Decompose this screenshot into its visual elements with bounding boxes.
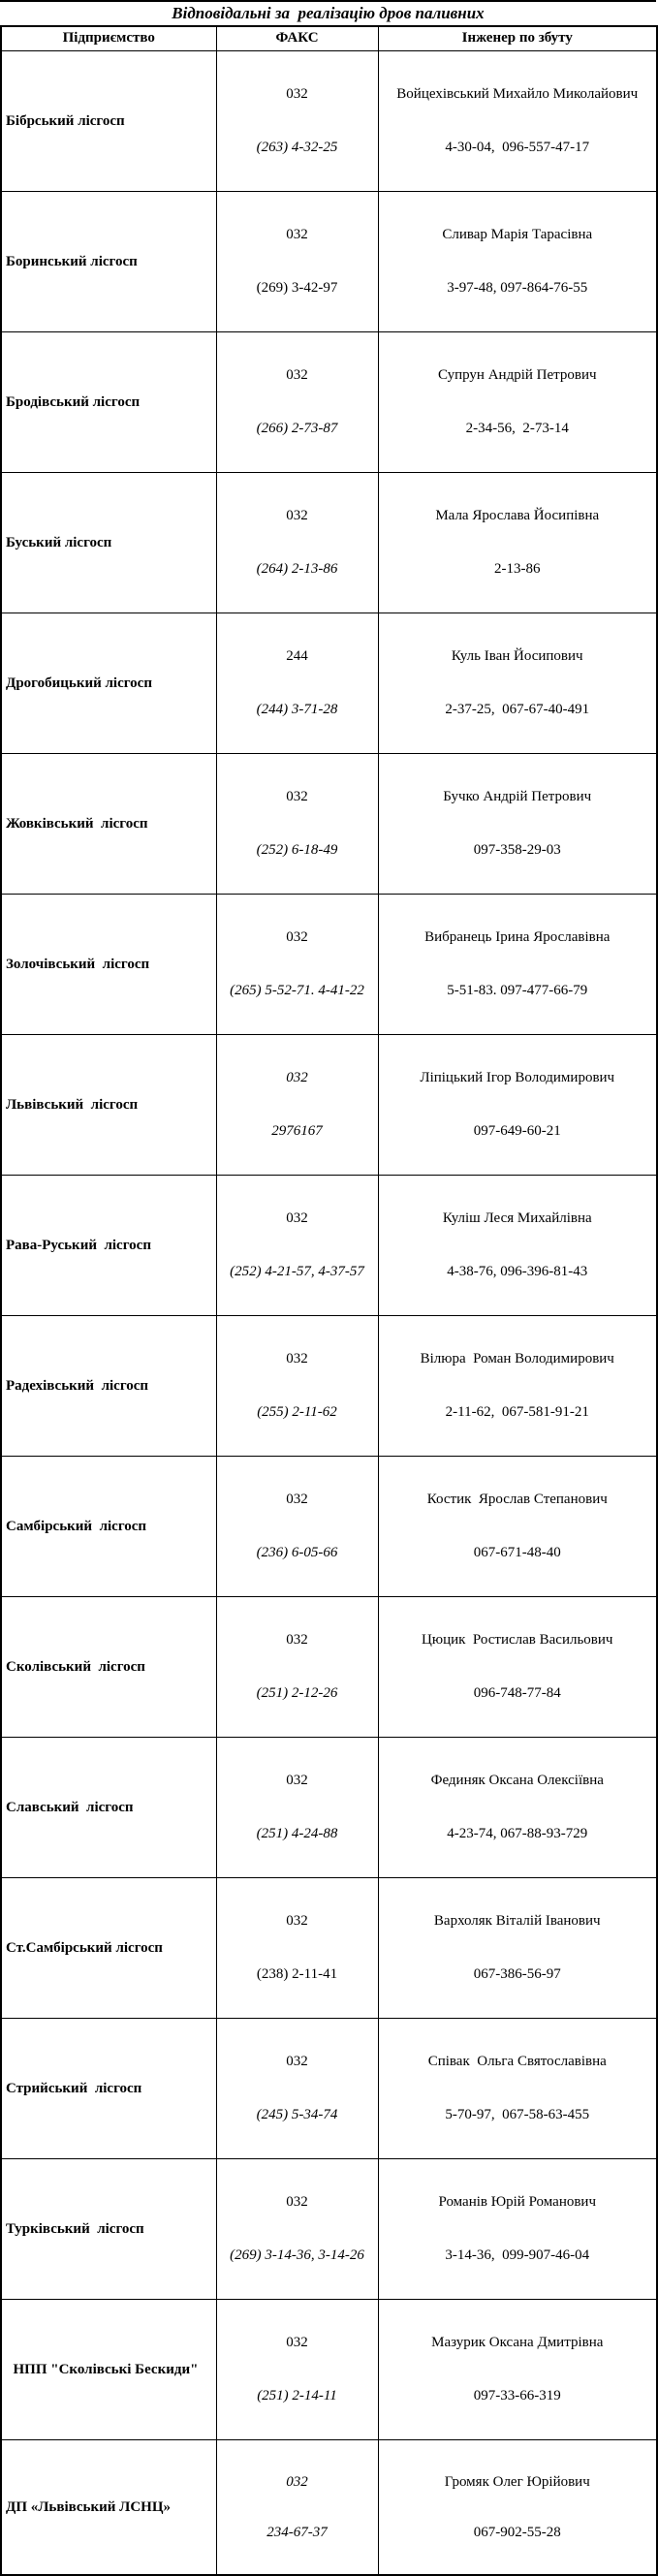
fax-number-line: (266) 2-73-87: [256, 421, 338, 436]
fax-number-line: (236) 6-05-66: [256, 1545, 338, 1560]
fax-number-line: (269) 3-42-97: [256, 280, 338, 296]
engineer-phone-line: 2-37-25, 067-67-40-491: [445, 702, 590, 717]
contacts-table: [0, 25, 658, 2576]
company-cell: Львівський лісгосп: [1, 1035, 216, 1176]
engineer-cell: [378, 895, 657, 1035]
fax-cell: [216, 613, 378, 754]
fax-cell: [216, 2159, 378, 2300]
table-row: [1, 895, 657, 1035]
engineer-phone-line: 4-23-74, 067-88-93-729: [447, 1826, 588, 1841]
fax-area-code-line: 032: [286, 227, 308, 242]
company-cell: Бродівський лісгосп: [1, 332, 216, 473]
table-row: [1, 2019, 657, 2159]
fax-area-code-line: 032: [286, 929, 308, 945]
column-header-fax: ФАКС: [216, 26, 378, 51]
table-row: [1, 332, 657, 473]
engineer-cell: [378, 754, 657, 895]
company-cell: Радехівський лісгосп: [1, 1316, 216, 1457]
fax-area-code-line: 032: [286, 86, 308, 102]
engineer-name-line: Бучко Андрій Петрович: [443, 789, 592, 804]
company-cell: Бібрський лісгосп: [1, 51, 216, 192]
company-cell: Сколівський лісгосп: [1, 1597, 216, 1738]
fax-number-line: 2976167: [271, 1123, 323, 1139]
fax-number-line: (244) 3-71-28: [256, 702, 338, 717]
fax-cell: [216, 1457, 378, 1597]
fax-cell: [216, 192, 378, 332]
engineer-name-line: Вибранець Ірина Ярославівна: [424, 929, 611, 945]
table-row: [1, 1316, 657, 1457]
engineer-name-line: Костик Ярослав Степанович: [426, 1492, 608, 1507]
fax-number-line: (265) 5-52-71. 4-41-22: [230, 983, 364, 998]
engineer-cell: [378, 51, 657, 192]
fax-number-line: (251) 2-12-26: [256, 1685, 338, 1701]
company-cell: НПП "Сколівські Бескиди": [1, 2300, 216, 2440]
fax-cell: [216, 1597, 378, 1738]
table-row: [1, 1176, 657, 1316]
fax-area-code-line: 032: [286, 1070, 308, 1085]
engineer-name-line: Мазурик Оксана Дмитрівна: [431, 2335, 604, 2350]
engineer-cell: [378, 2300, 657, 2440]
company-cell: Рава-Руський лісгосп: [1, 1176, 216, 1316]
engineer-phone-line: 3-97-48, 097-864-76-55: [447, 280, 588, 296]
fax-area-code-line: 032: [286, 1492, 308, 1507]
company-cell: ДП «Львівський ЛСНЦ»: [1, 2440, 216, 2576]
fax-cell: [216, 1738, 378, 1878]
engineer-phone-line: 067-902-55-28: [473, 2525, 561, 2540]
table-row: [1, 1457, 657, 1597]
engineer-cell: [378, 332, 657, 473]
engineer-name-line: Фединяк Оксана Олексіївна: [430, 1773, 604, 1788]
company-cell: Славський лісгосп: [1, 1738, 216, 1878]
engineer-cell: [378, 2159, 657, 2300]
engineer-cell: [378, 1878, 657, 2019]
company-cell: Жовківський лісгосп: [1, 754, 216, 895]
engineer-cell: [378, 192, 657, 332]
fax-number-line: (245) 5-34-74: [256, 2107, 338, 2122]
table-row: [1, 754, 657, 895]
fax-cell: [216, 2019, 378, 2159]
engineer-name-line: Ліпіцький Ігор Володимирович: [420, 1070, 615, 1085]
header-row: [1, 26, 657, 51]
fax-cell: [216, 1176, 378, 1316]
fax-area-code-line: 032: [286, 508, 308, 523]
fax-number-line: (269) 3-14-36, 3-14-26: [230, 2247, 364, 2263]
table-row: [1, 2440, 657, 2576]
fax-number-line: 234-67-37: [266, 2525, 328, 2540]
fax-cell: [216, 473, 378, 613]
engineer-phone-line: 2-34-56, 2-73-14: [465, 421, 569, 436]
fax-number-line: (264) 2-13-86: [256, 561, 338, 577]
engineer-phone-line: 096-748-77-84: [473, 1685, 561, 1701]
fax-number-line: (238) 2-11-41: [256, 1966, 338, 1982]
fax-area-code-line: 032: [286, 789, 308, 804]
engineer-phone-line: 097-649-60-21: [473, 1123, 561, 1139]
engineer-name-line: Куліш Леся Михайлівна: [442, 1210, 592, 1226]
fax-cell: [216, 754, 378, 895]
engineer-cell: [378, 1176, 657, 1316]
engineer-phone-line: 5-51-83. 097-477-66-79: [447, 983, 588, 998]
table-row: [1, 1597, 657, 1738]
fax-number-line: (252) 4-21-57, 4-37-57: [230, 1264, 364, 1279]
fax-number-line: (251) 4-24-88: [256, 1826, 338, 1841]
fax-cell: [216, 1035, 378, 1176]
table-row: [1, 473, 657, 613]
company-cell: Стрийський лісгосп: [1, 2019, 216, 2159]
table-title: Відповідальні за реалізацію дров паливних: [0, 0, 656, 25]
table-row: [1, 1738, 657, 1878]
fax-area-code-line: 032: [286, 367, 308, 383]
fax-area-code-line: 032: [286, 1351, 308, 1367]
fax-area-code-line: 032: [286, 2335, 308, 2350]
engineer-cell: [378, 1597, 657, 1738]
table-row: [1, 1035, 657, 1176]
engineer-cell: [378, 613, 657, 754]
fax-area-code-line: 032: [286, 2194, 308, 2210]
engineer-name-line: Вілюра Роман Володимирович: [420, 1351, 614, 1367]
table-row: [1, 1878, 657, 2019]
engineer-name-line: Цюцик Ростислав Васильович: [422, 1632, 613, 1648]
engineer-phone-line: 097-33-66-319: [473, 2388, 561, 2403]
engineer-cell: [378, 2440, 657, 2576]
engineer-phone-line: 5-70-97, 067-58-63-455: [445, 2107, 590, 2122]
engineer-cell: [378, 473, 657, 613]
fax-cell: [216, 895, 378, 1035]
engineer-name-line: Супрун Андрій Петрович: [437, 367, 597, 383]
company-cell: Дрогобицький лісгосп: [1, 613, 216, 754]
column-header-sales-engineer: Інженер по збуту: [378, 26, 657, 51]
engineer-name-line: Войцехівський Михайло Миколайович: [396, 86, 639, 102]
fax-cell: [216, 51, 378, 192]
engineer-phone-line: 2-11-62, 067-581-91-21: [445, 1404, 589, 1420]
engineer-phone-line: 097-358-29-03: [473, 842, 561, 858]
engineer-cell: [378, 1738, 657, 1878]
table-row: [1, 51, 657, 192]
column-header-enterprise: Підприємство: [1, 26, 216, 51]
fax-area-code-line: 032: [286, 2054, 308, 2069]
fax-number-line: (251) 2-14-11: [257, 2388, 337, 2403]
company-cell: Ст.Самбірський лісгосп: [1, 1878, 216, 2019]
engineer-phone-line: 3-14-36, 099-907-46-04: [445, 2247, 590, 2263]
engineer-phone-line: 4-38-76, 096-396-81-43: [447, 1264, 588, 1279]
table-row: [1, 613, 657, 754]
engineer-cell: [378, 1316, 657, 1457]
fax-area-code-line: 032: [286, 1913, 308, 1929]
company-cell: Золочівський лісгосп: [1, 895, 216, 1035]
engineer-phone-line: 067-386-56-97: [473, 1966, 561, 1982]
fax-number-line: (252) 6-18-49: [256, 842, 338, 858]
fax-cell: [216, 1878, 378, 2019]
fax-cell: [216, 2440, 378, 2576]
engineer-name-line: Вархоляк Віталій Іванович: [433, 1913, 601, 1929]
fax-area-code-line: 032: [286, 2474, 308, 2490]
table-row: [1, 192, 657, 332]
fax-number-line: (255) 2-11-62: [257, 1404, 337, 1420]
table-row: [1, 2300, 657, 2440]
company-cell: Самбірський лісгосп: [1, 1457, 216, 1597]
table-row: [1, 2159, 657, 2300]
fax-area-code-line: 032: [286, 1632, 308, 1648]
engineer-cell: [378, 1035, 657, 1176]
engineer-name-line: Мала Ярослава Йосипівна: [435, 508, 600, 523]
engineer-name-line: Романів Юрій Романович: [438, 2194, 597, 2210]
engineer-phone-line: 2-13-86: [494, 561, 541, 577]
engineer-name-line: Співак Ольга Святославівна: [427, 2054, 607, 2069]
company-cell: Боринський лісгосп: [1, 192, 216, 332]
company-cell: Турківський лісгосп: [1, 2159, 216, 2300]
fax-area-code-line: 244: [286, 648, 308, 664]
fax-cell: [216, 332, 378, 473]
engineer-phone-line: 067-671-48-40: [473, 1545, 561, 1560]
engineer-name-line: Громяк Олег Юрійович: [444, 2474, 590, 2490]
fax-area-code-line: 032: [286, 1210, 308, 1226]
engineer-name-line: Куль Іван Йосипович: [451, 648, 583, 664]
engineer-phone-line: 4-30-04, 096-557-47-17: [445, 140, 590, 155]
fax-number-line: (263) 4-32-25: [256, 140, 338, 155]
engineer-cell: [378, 1457, 657, 1597]
fax-area-code-line: 032: [286, 1773, 308, 1788]
fax-cell: [216, 1316, 378, 1457]
company-cell: Буський лісгосп: [1, 473, 216, 613]
fax-cell: [216, 2300, 378, 2440]
engineer-cell: [378, 2019, 657, 2159]
engineer-name-line: Сливар Марія Тарасівна: [442, 227, 593, 242]
